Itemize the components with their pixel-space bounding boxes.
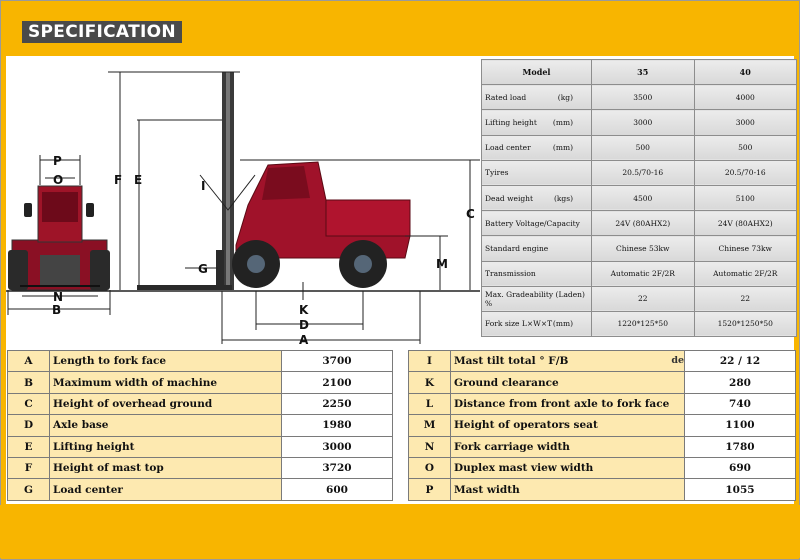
spec-row [482, 261, 797, 286]
label-p: P [53, 154, 62, 168]
dim-desc: Mast width [451, 479, 685, 500]
dim-desc: Height of overhead ground [50, 393, 282, 414]
dim-desc: Distance from front axle to fork face [451, 393, 685, 414]
spec-value-40: 500 [694, 135, 797, 160]
spec-label: Lifting height [485, 117, 537, 127]
spec-unit: (mm) [552, 319, 573, 329]
spec-value-40: Automatic 2F/2R [694, 261, 797, 286]
dim-key: D [8, 415, 50, 436]
dim-key: F [8, 457, 50, 478]
spec-value-40: 3000 [694, 110, 797, 135]
table-row [409, 479, 796, 500]
label-n: N [53, 290, 64, 304]
rear-hub [354, 255, 372, 273]
dim-desc: Duplex mast view width [451, 457, 685, 478]
table-row [8, 457, 393, 478]
spec-label: Battery Voltage/Capacity [485, 218, 580, 228]
table-row [8, 351, 393, 372]
dim-key: A [8, 351, 50, 372]
spec-table [481, 59, 797, 337]
table-row [409, 415, 796, 436]
dim-note: de [671, 355, 684, 366]
fork-carriage [216, 250, 224, 290]
spec-value-35: 22 [592, 286, 695, 311]
spec-label: Tyires [485, 168, 509, 178]
spec-unit: (mm) [552, 117, 573, 127]
spec-row [482, 85, 797, 110]
page-title: SPECIFICATION [22, 21, 182, 43]
side-cab-window [262, 166, 310, 200]
dim-value: 1100 [685, 415, 796, 436]
dim-value: 3720 [282, 457, 393, 478]
spec-value-40: 4000 [694, 85, 797, 110]
spec-value-35: Chinese 53kw [592, 236, 695, 261]
spec-value-35: 1220*125*50 [592, 311, 695, 336]
spec-value-40: 20.5/70-16 [694, 160, 797, 185]
dim-value: 3700 [282, 351, 393, 372]
dim-value: 280 [685, 372, 796, 393]
spec-label: Standard engine [485, 243, 549, 253]
dim-key: L [409, 393, 451, 414]
spec-value-35: 20.5/70-16 [592, 160, 695, 185]
dim-desc: Mast tilt total ° F/B [454, 355, 569, 368]
engine-hood [326, 200, 410, 236]
dim-key: C [8, 393, 50, 414]
label-k: K [299, 303, 309, 317]
mast-inner [226, 72, 230, 290]
dim-value: 1055 [685, 479, 796, 500]
spec-unit: (mm) [552, 143, 573, 153]
dim-key: K [409, 372, 451, 393]
front-view [8, 186, 110, 290]
dim-desc: Fork carriage width [451, 436, 685, 457]
spec-label: Load center [485, 143, 531, 153]
dim-desc: Lifting height [50, 436, 282, 457]
spec-value-40: Chinese 73kw [694, 236, 797, 261]
front-left-tyre [8, 250, 28, 290]
spec-value-35: 3000 [592, 110, 695, 135]
spec-row [482, 135, 797, 160]
label-d: D [299, 318, 309, 332]
dim-value: 1980 [282, 415, 393, 436]
label-g: G [198, 262, 208, 276]
spec-value-40: 22 [694, 286, 797, 311]
table-row [409, 372, 796, 393]
spec-label: Fork size L×W×T [485, 319, 553, 329]
front-right-tyre [90, 250, 110, 290]
spec-label: Dead weight [485, 193, 534, 203]
dim-desc: Height of mast top [50, 457, 282, 478]
label-m: M [436, 257, 448, 271]
table-row [8, 393, 393, 414]
front-window [42, 192, 78, 222]
spec-header-model: Model [482, 60, 592, 85]
dim-key: O [409, 457, 451, 478]
dim-desc: Length to fork face [50, 351, 282, 372]
spec-label: Transmission [485, 269, 536, 279]
side-view [137, 72, 410, 290]
table-row [409, 351, 796, 372]
dim-value: 2100 [282, 372, 393, 393]
spec-value-35: 24V (80AHX2) [592, 211, 695, 236]
spec-value-35: 500 [592, 135, 695, 160]
dim-key: M [409, 415, 451, 436]
dim-value: 690 [685, 457, 796, 478]
spec-value-35: 3500 [592, 85, 695, 110]
dim-value: 1780 [685, 436, 796, 457]
spec-value-40: 24V (80AHX2) [694, 211, 797, 236]
dim-desc: Maximum width of machine [50, 372, 282, 393]
spec-value-35: Automatic 2F/2R [592, 261, 695, 286]
table-row [409, 457, 796, 478]
front-hub [247, 255, 265, 273]
dim-key: N [409, 436, 451, 457]
spec-row [482, 211, 797, 236]
spec-row [482, 110, 797, 135]
dim-key: P [409, 479, 451, 500]
table-row [8, 479, 393, 500]
dim-value: 740 [685, 393, 796, 414]
spec-unit: (kgs) [553, 193, 573, 203]
spec-label: Rated load [485, 92, 527, 102]
spec-row [482, 286, 797, 311]
label-i: I [201, 179, 206, 193]
label-o: O [53, 173, 64, 187]
dimension-table-right [408, 350, 796, 501]
dim-key: E [8, 436, 50, 457]
table-row [8, 436, 393, 457]
front-axle [40, 255, 80, 285]
dim-value: 22 / 12 [685, 351, 796, 372]
spec-header-40: 40 [694, 60, 797, 85]
label-c: C [466, 207, 475, 221]
spec-value-40: 1520*1250*50 [694, 311, 797, 336]
dim-desc: Height of operators seat [451, 415, 685, 436]
spec-value-35: 4500 [592, 185, 695, 210]
dim-key: B [8, 372, 50, 393]
spec-label: Max. Gradeability (Laden) % [485, 289, 585, 308]
spec-value-40: 5100 [694, 185, 797, 210]
label-f: F [114, 173, 123, 187]
spec-row [482, 185, 797, 210]
table-row [409, 393, 796, 414]
dim-key: G [8, 479, 50, 500]
dim-key: I [409, 351, 451, 372]
label-b: B [52, 303, 62, 317]
dim-desc: Load center [50, 479, 282, 500]
dim-value: 3000 [282, 436, 393, 457]
dim-desc: Axle base [50, 415, 282, 436]
table-row [8, 372, 393, 393]
spec-row [482, 236, 797, 261]
spec-header-row [482, 60, 797, 85]
right-mirror [86, 203, 94, 217]
spec-row [482, 311, 797, 336]
table-row [8, 415, 393, 436]
dim-desc: Ground clearance [451, 372, 685, 393]
dim-value: 2250 [282, 393, 393, 414]
table-row [409, 436, 796, 457]
label-a: A [299, 333, 309, 347]
dim-value: 600 [282, 479, 393, 500]
spec-header-35: 35 [592, 60, 695, 85]
spec-row [482, 160, 797, 185]
label-e: E [134, 173, 143, 187]
left-mirror [24, 203, 32, 217]
dimension-table-left [7, 350, 393, 501]
spec-unit: (kg) [557, 92, 573, 102]
